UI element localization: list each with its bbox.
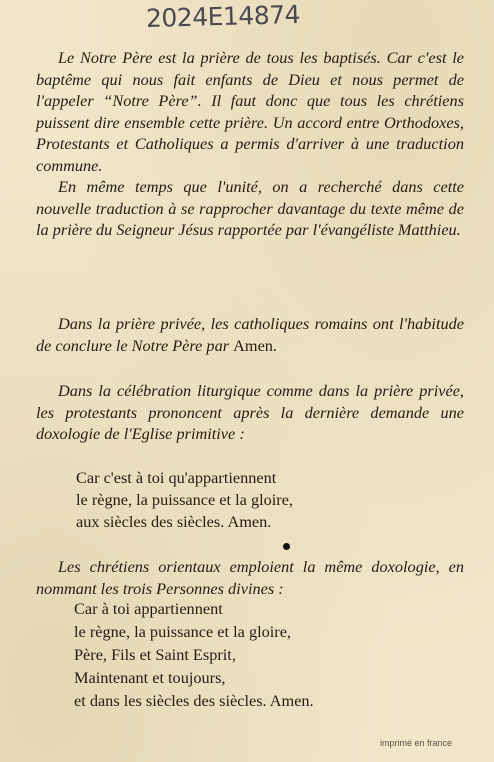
protestant-doxology-line-1: Car c'est à toi qu'appartiennent <box>76 468 277 487</box>
ink-dot <box>283 543 290 550</box>
orthodox-doxology-line-5: et dans les siècles des siècles. Amen. <box>74 691 314 710</box>
intro-section <box>36 47 464 241</box>
orthodox-doxology-line-1: Car à toi appartiennent <box>74 599 223 618</box>
protestant-paragraph: Dans la célébration liturgique comme dans la prière privée, les protestants prononcent après la dernière demande une doxologie de l'Eglise primitive : <box>36 381 464 443</box>
protestant-section <box>36 380 464 445</box>
intro-paragraph-2: En même temps que l'unité, on a recherché dans cette nouvelle traduction à se rapprocher davantage du texte même de la prière du Seigneur Jésus rapportée par l'évangéliste Matthieu. <box>36 177 464 239</box>
catholic-section <box>36 313 464 356</box>
orthodox-doxology-line-2: le règne, la puissance et la gloire, <box>74 622 291 641</box>
catholic-text: Dans la prière privée, les catholiques romains ont l'habitude de conclure le Notre Père par <box>36 314 464 355</box>
intro-paragraph-1: Le Notre Père est la prière de tous les baptisés. Car c'est le baptême qui nous fait enfants de Dieu et nous permet de l'appeler “Notre Père”. Il faut donc que tous les chrétiens puissent dire ensemble cette prière. Un accord entre Orthodoxes, Protestants et Catholiques a permis d'arriver à une traduction commune. <box>36 48 464 175</box>
archive-number: 2024E14874 <box>145 0 301 34</box>
catholic-amen: Amen. <box>233 335 277 355</box>
catholic-paragraph <box>36 313 464 356</box>
protestant-doxology-line-3: aux siècles des siècles. Amen. <box>76 512 272 531</box>
protestant-doxology-line-2: le règne, la puissance et la gloire, <box>76 490 293 509</box>
orthodox-doxology-line-4: Maintenant et toujours, <box>74 668 226 687</box>
orthodox-doxology-line-3: Père, Fils et Saint Esprit, <box>74 645 236 664</box>
orthodox-section <box>36 556 464 599</box>
printed-in-france-label: imprimé en france <box>379 738 452 748</box>
orthodox-paragraph: Les chrétiens orientaux emploient la même doxologie, en nommant les trois Personnes divines : <box>36 557 464 598</box>
